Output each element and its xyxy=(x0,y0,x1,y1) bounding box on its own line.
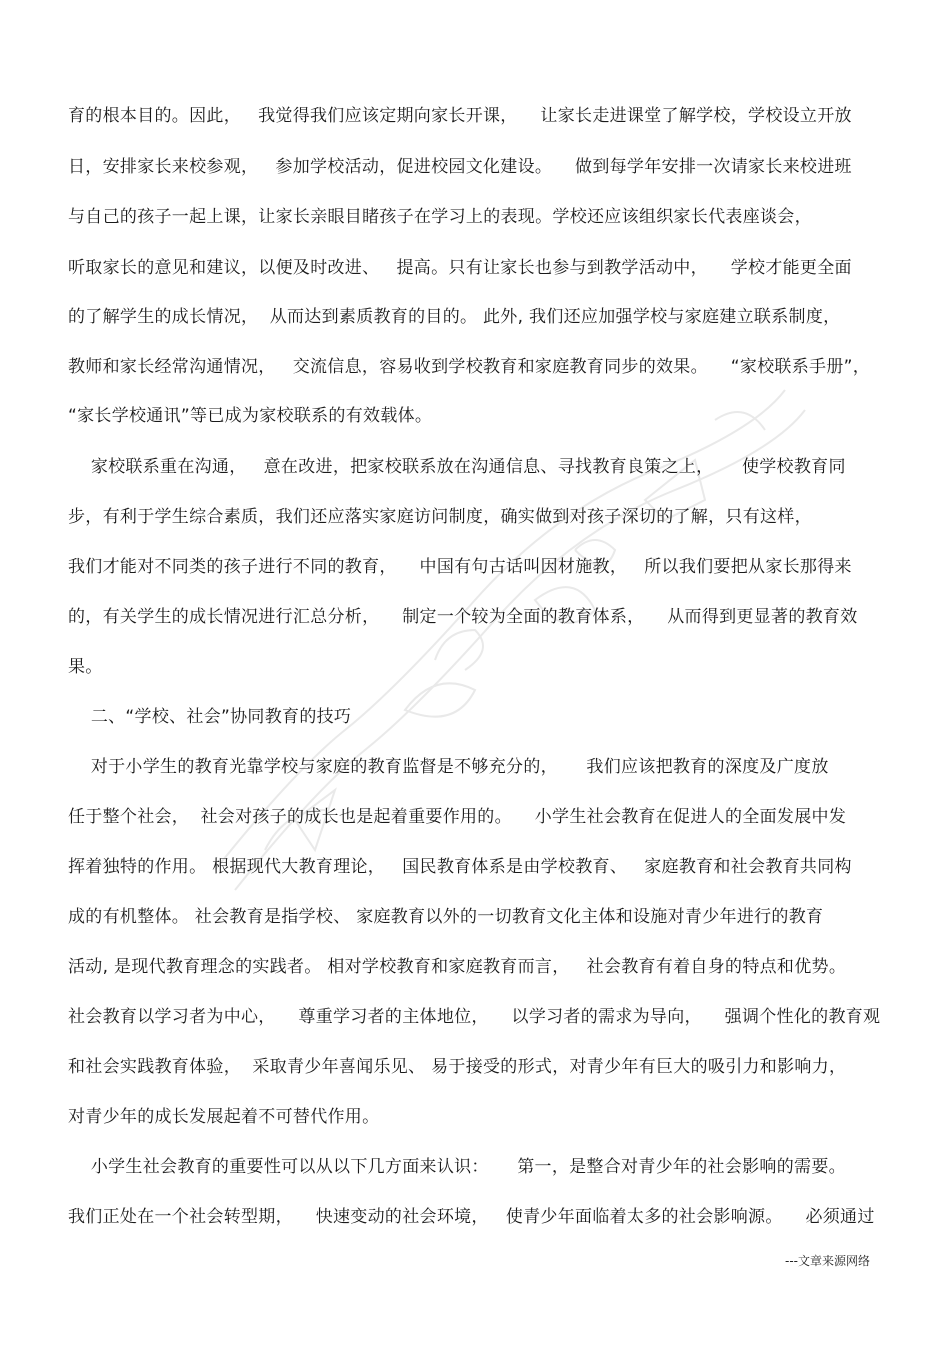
text-line: 任于整个社会， 社会对孩子的成长也是起着重要作用的。 小学生社会教育在促进人的全面发展中发 xyxy=(68,807,847,827)
text-line: 听取家长的意见和建议，以便及时改进、 提高。只有让家长也参与到教学活动中， 学校才能更全面 xyxy=(68,258,852,278)
text-line: 对青少年的成长发展起着不可替代作用。 xyxy=(68,1107,380,1127)
text-line: 的了解学生的成长情况， 从而达到素质教育的目的。 此外, 我们还应加强学校与家庭建立联系制度， xyxy=(68,307,841,327)
text-line: 对于小学生的教育光靠学校与家庭的教育监督是不够充分的， 我们应该把教育的深度及广度放 xyxy=(68,757,829,777)
text-line: 和社会实践教育体验， 采取青少年喜闻乐见、 易于接受的形式，对青少年有巨大的吸引力和影响力， xyxy=(68,1057,847,1077)
text-line: “家长学校通讯”等已成为家校联系的有效载体。 xyxy=(68,406,433,426)
text-line: 步，有利于学生综合素质，我们还应落实家庭访问制度，确实做到对孩子深切的了解，只有这样， xyxy=(68,507,812,527)
text-line: 挥着独特的作用。 根据现代大教育理论， 国民教育体系是由学校教育、 家庭教育和社会教育共同构 xyxy=(68,857,852,877)
text-line: 与自己的孩子一起上课，让家长亲眼目睹孩子在学习上的表现。学校还应该组织家长代表座谈会， xyxy=(68,207,812,227)
source-footer: ---文章来源网络 xyxy=(785,1254,870,1268)
text-line: 的，有关学生的成长情况进行汇总分析， 制定一个较为全面的教育体系， 从而得到更显著的教育效 xyxy=(68,607,858,627)
text-line: 家校联系重在沟通， 意在改进，把家校联系放在沟通信息、寻找教育良策之上， 使学校教育同 xyxy=(68,457,846,477)
text-line: 我们正处在一个社会转型期， 快速变动的社会环境， 使青少年面临着太多的社会影响源。 必须通过 xyxy=(68,1207,875,1227)
text-line: 日，安排家长来校参观， 参加学校活动，促进校园文化建设。 做到每学年安排一次请家长来校进班 xyxy=(68,157,852,177)
text-line: 社会教育以学习者为中心， 尊重学习者的主体地位， 以学习者的需求为导向， 强调个性化的教育观 xyxy=(68,1007,881,1027)
section-heading: 二、“学校、社会”协同教育的技巧 xyxy=(68,707,352,727)
text-line: 小学生社会教育的重要性可以从以下几方面来认识： 第一，是整合对青少年的社会影响的需要。 xyxy=(68,1157,846,1177)
text-line: 育的根本目的。因此， 我觉得我们应该定期向家长开课， 让家长走进课堂了解学校，学校设立开放 xyxy=(68,106,852,126)
text-line: 我们才能对不同类的孩子进行不同的教育， 中国有句古话叫因材施教， 所以我们要把从家长那得来 xyxy=(68,557,852,577)
text-line: 教师和家长经常沟通情况， 交流信息，容易收到学校教育和家庭教育同步的效果。 “家校联系手册”， xyxy=(68,357,871,377)
text-line: 果。 xyxy=(68,657,103,677)
text-line: 活动, 是现代教育理念的实践者。 相对学校教育和家庭教育而言， 社会教育有着自身的特点和优势。 xyxy=(68,957,847,977)
text-line: 成的有机整体。 社会教育是指学校、 家庭教育以外的一切教育文化主体和设施对青少年进行的教育 xyxy=(68,907,824,927)
watermark-stamp xyxy=(175,350,815,930)
